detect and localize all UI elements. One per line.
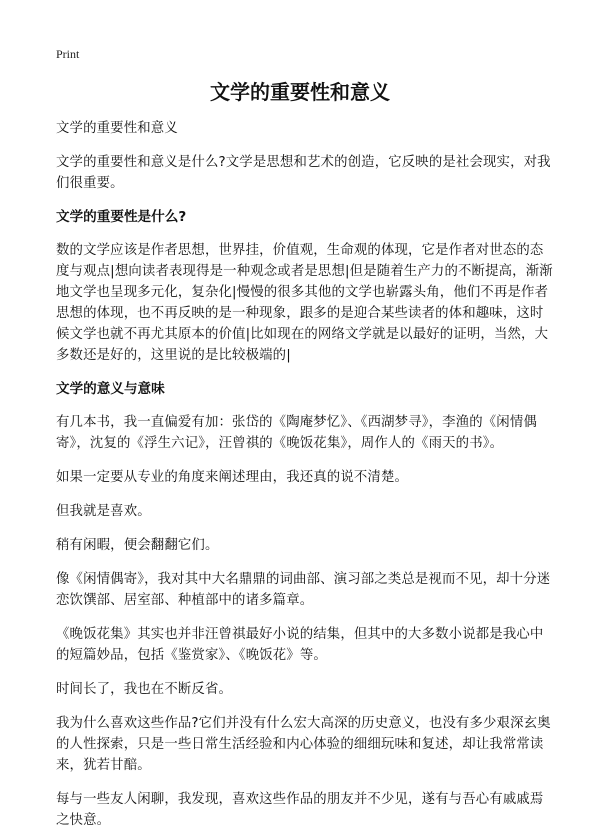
intro-paragraph: 文学的重要性和意义是什么?文学是思想和艺术的创造，它反映的是社会现实，对我们很重要。 — [56, 155, 551, 191]
print-link[interactable]: Print — [56, 47, 80, 61]
article-body — [56, 118, 556, 831]
meaning-paragraph: 但我就是喜欢。 — [56, 504, 151, 519]
section-heading-meaning: 文学的意义与意味 — [56, 381, 165, 397]
meaning-paragraph: 每与一些友人闲聊，我发现，喜欢这些作品的朋友并不少见，遂有与吾心有戚戚焉之快意。 — [56, 792, 544, 828]
meaning-paragraph: 像《闲情偶寄》，我对其中大名鼎鼎的词曲部、演习部之类总是视而不见，却十分迷恋饮馔部、居室部、种植部中的诸多篇章。 — [56, 572, 551, 608]
meaning-paragraph: 如果一定要从专业的角度来阐述理由，我还真的说不清楚。 — [56, 470, 409, 485]
article-subtitle: 文学的重要性和意义 — [56, 121, 178, 136]
meaning-paragraph: 稍有闲暇，便会翻翻它们。 — [56, 538, 219, 553]
meaning-paragraph: 我为什么喜欢这些作品?它们并没有什么宏大高深的历史意义，也没有多少艰深玄奥的人性探索，只是一些日常生活经验和内心体验的细细玩味和复述，却让我常常读来，犹若甘醅。 — [56, 716, 551, 773]
meaning-paragraph: 《晚饭花集》其实也并非汪曾祺最好小说的结集，但其中的大多数小说都是我心中的短篇妙品，包括《鉴赏家》、《晚饭花》等。 — [56, 627, 544, 663]
meaning-paragraph: 有几本书，我一直偏爱有加：张岱的《陶庵梦忆》、《西湖梦寻》，李渔的《闲情偶寄》，沈复的《浮生六记》，汪曾祺的《晚饭花集》，周作人的《雨天的书》。 — [56, 415, 537, 451]
page-title: 文学的重要性和意义 — [210, 80, 390, 104]
section-heading-importance: 文学的重要性是什么? — [56, 209, 187, 225]
importance-paragraph: 数的文学应该是作者思想，世界挂，价值观，生命观的体现，它是作者对世态的态度与观点|想向读者表现得是一种观念或者是思想|但是随着生产力的不断提高，渐渐地文学也呈现多元化，复杂化|慢慢的很多其他的文学也崭露头角，他们不再是作者思想的体现，也不再反映的是一种现象，跟多的是迎合某些读者的体和趣味，这时候文学也就不再尤其原本的价值|比如现在的网络文学就是以最好的证明，当然，大多数还是好的，这里说的是比较极端的| — [56, 243, 553, 363]
meaning-paragraph: 时间长了，我也在不断反省。 — [56, 682, 233, 697]
